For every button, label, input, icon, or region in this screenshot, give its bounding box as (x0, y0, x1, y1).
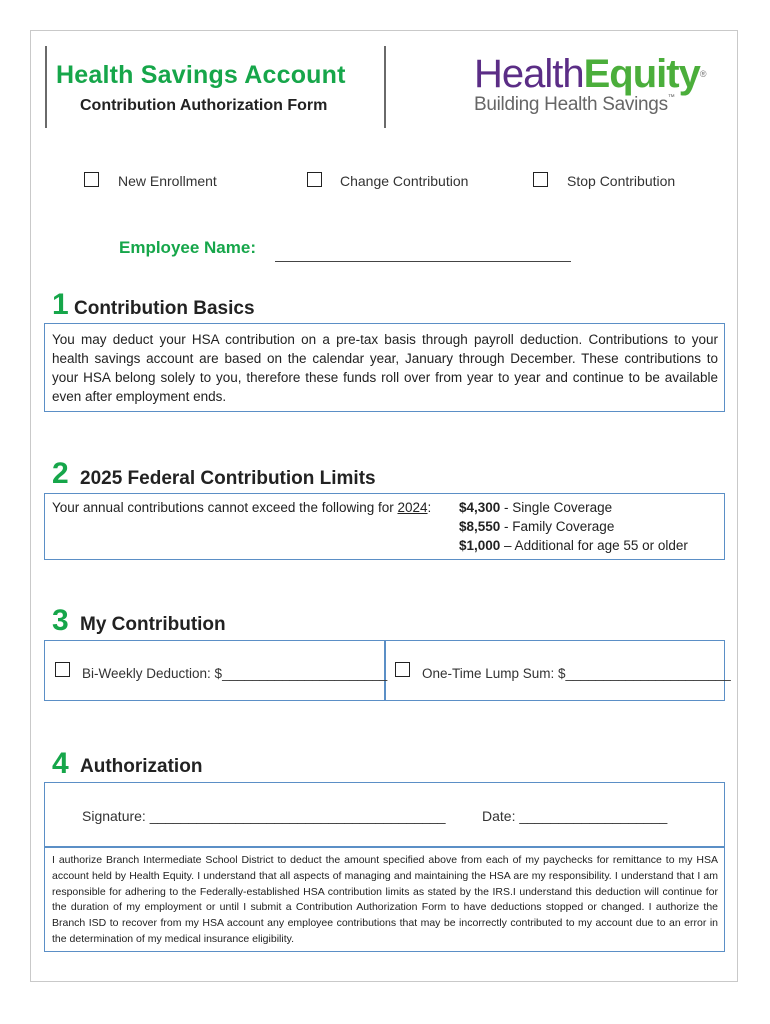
biweekly-checkbox[interactable] (55, 662, 70, 677)
limits-intro (52, 500, 431, 515)
limits-intro-year: 2024 (397, 500, 428, 515)
limits-intro-suffix: : (427, 500, 432, 515)
section-2-number: 2 (52, 457, 69, 490)
biweekly-deduction-field[interactable]: Bi-Weekly Deduction: $______________________ (82, 666, 388, 681)
section-4-title: Authorization (80, 756, 203, 777)
signature-field[interactable]: Signature: ______________________________________ (82, 808, 446, 824)
limit-family (459, 519, 614, 534)
section-1-title: Contribution Basics (74, 298, 255, 319)
section-4-number: 4 (52, 747, 69, 780)
section-2-title: 2025 Federal Contribution Limits (80, 468, 376, 489)
limit-family-desc: - Family Coverage (500, 519, 615, 534)
limit-catchup (459, 538, 688, 553)
section-3-number: 3 (52, 604, 69, 637)
stop-contribution-label: Stop Contribution (567, 173, 676, 189)
authorization-text: I authorize Branch Intermediate School District to deduct the amount specified above from each of my paychecks for remittance to my HSA account held by Health Equity. I understand that all aspects of managing and maintaining the HSA are my responsibility. I understand that I am responsible for adhering to the Federally-established HSA contribution limits as stated by the IRS.I understand this deduction will continue for the duration of my employment or until I submit a Contribution Authorization Form to have deductions stopped or changed. I authorize the Branch ISD to recover from my HSA account any employee contributions that may be incorrectly contributed to my account due to an error in the determination of my medical insurance eligibility. (52, 854, 718, 945)
limit-single-desc: - Single Coverage (500, 500, 613, 515)
date-field[interactable]: Date: ___________________ (482, 808, 668, 824)
logo-tagline: Building Health Savings (474, 94, 668, 115)
limit-single (459, 500, 612, 515)
stop-contribution-checkbox[interactable] (533, 172, 548, 187)
header-divider-right (384, 46, 386, 128)
section-1-body: You may deduct your HSA contribution on a pre-tax basis through payroll deduction. Contributions to your health savings account are based on the calendar year, January through December. These contributions to your HSA belong solely to you, therefore these funds roll over from year to year and continue to be available even after employment ends. (52, 332, 718, 404)
logo-word-equity: Equity (583, 52, 700, 96)
employee-name-field[interactable] (275, 261, 571, 262)
logo-registered-mark: ® (699, 69, 706, 79)
section-4-divider (44, 846, 725, 848)
limits-intro-prefix: Your annual contributions cannot exceed the following for (52, 500, 398, 515)
lump-sum-field[interactable]: One-Time Lump Sum: $______________________ (422, 666, 731, 681)
lump-sum-checkbox[interactable] (395, 662, 410, 677)
new-enrollment-checkbox[interactable] (84, 172, 99, 187)
logo-word-health: Health (474, 52, 584, 96)
change-contribution-label: Change Contribution (340, 173, 469, 189)
limit-catchup-desc: – Additional for age 55 or older (500, 538, 688, 553)
section-1-number: 1 (52, 288, 69, 321)
limit-single-amount: $4,300 (459, 500, 501, 515)
limit-catchup-amount: $1,000 (459, 538, 501, 553)
limit-family-amount: $8,550 (459, 519, 501, 534)
form-title: Health Savings Account (56, 61, 346, 89)
logo-trademark: ™ (667, 94, 675, 101)
healthequity-logo (474, 52, 706, 116)
change-contribution-checkbox[interactable] (307, 172, 322, 187)
form-subtitle: Contribution Authorization Form (80, 97, 328, 114)
new-enrollment-label: New Enrollment (118, 173, 217, 189)
section-3-title: My Contribution (80, 614, 226, 635)
header-divider-left (45, 46, 47, 128)
employee-name-label: Employee Name: (119, 238, 256, 257)
